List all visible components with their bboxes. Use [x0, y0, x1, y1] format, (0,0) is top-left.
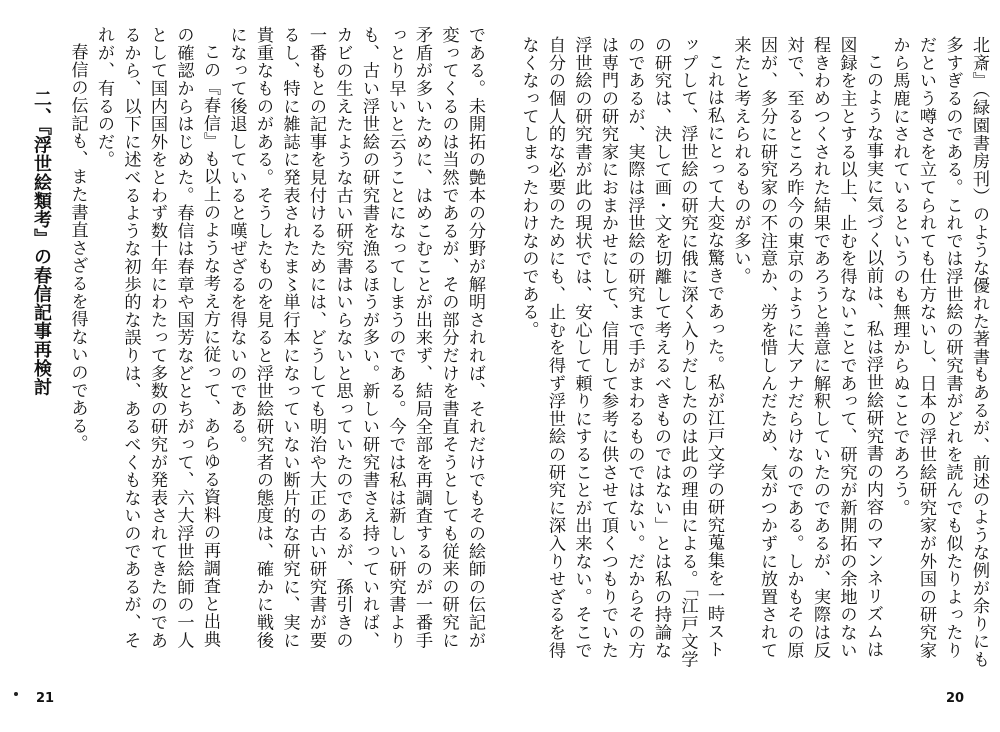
left-paragraph-3: 春信の伝記も、また書直さざるを得ないのである。	[67, 43, 88, 453]
left-paragraph-2: この『春信』も以上のような考え方に従って、あらゆる資料の再調査と出典の確認からはじめた。春信は春章や国芳などとちがって、六大浮世絵師の一人として国内国外をとわず数十年にわたって多数の研究が発表されてきたのであるから、以下に述べるような初歩的な誤りは、あるべくもないのであるが、それが、有るのだ。	[94, 26, 220, 649]
page-mark	[14, 692, 18, 696]
page-number-right: 20	[946, 691, 965, 706]
right-paragraph-2: このような事実に気づく以前は、私は浮世絵研究書の内容のマンネリズムは図録を主とする以上、止むを得ないことであって、研究が新開拓の余地のない程きわめつくされた結果であろうと善意に解釈していたのであるが、実際は反対で、至るところ昨今の東京のように大アナだらけなのである。しかもその原因が、多分に研究家の不注意か、労を惜しんだため、気がつかずに放置されて来たと考えられるものが多い。	[730, 36, 883, 659]
left-paragraph-1: である。未開拓の艶本の分野が解明されれば、それだけでもその絵師の伝記が変ってくるのは当然であるが、その部分だけを書直そうとしても従来の研究に矛盾が多いために、はめこむことが出来ず、結局全部を再調査するのが一番手っとり早いと云うことになってしまうのである。今では私は新しい研究書よりも、古い浮世絵の研究書を漁るほうが多い。新しい研究書さえ持っていれば、カビの生えたような古い研究書はいらないと思っていたのであるが、孫引きの一番もとの記事を見付けるためには、どうしても明治や大正の古い研究書が要るし、特に雑誌に発表されたま〻単行本になっていない断片的な研究に、実に貴重なものがある。そうしたものを見ると浮世絵研究者の態度は、確かに戦後になって後退していると嘆ぜざるを得ないのである。	[226, 26, 485, 649]
section-heading: 二、『浮世絵類考』の春信記事再検討	[31, 89, 52, 397]
page-number-left: 21	[36, 691, 55, 706]
left-page-text	[26, 26, 488, 666]
right-page-text	[518, 36, 992, 676]
right-paragraph-3: これは私にとって大変な驚きであった。私が江戸文学の研究蒐集を一時ストップして、浮世絵の研究に俄に深く入りだしたのは此の理由による。「江戸文学の研究は、決して画・文を切離して考えるべきものではない」とは私の持論なのであるが、実際は浮世絵の研究まで手がまわるものではない。だからその方は専門の研究家におまかせにして、信用して参考に供させて頂くつもりでいた浮世絵の研究書が此の現状では、安心して頼りにすることが出来ない。そこで自分の個人的な必要のためにも、止むを得ず浮世絵の研究に深入りせざるを得なくなってしまったわけなのである。	[518, 36, 724, 669]
right-paragraph-1: 北斎』（緑園書房刊）のような優れた著書もあるが、前述のような例が余りにも多すぎるのである。これでは浮世絵の研究書がどれを読んでも似たりよったりだという噂さを立てられても仕方ないし、日本の浮世絵研究家が外国の研究家から馬鹿にされているというのも無理からぬことであろう。	[889, 36, 989, 669]
right-page	[500, 0, 1000, 732]
